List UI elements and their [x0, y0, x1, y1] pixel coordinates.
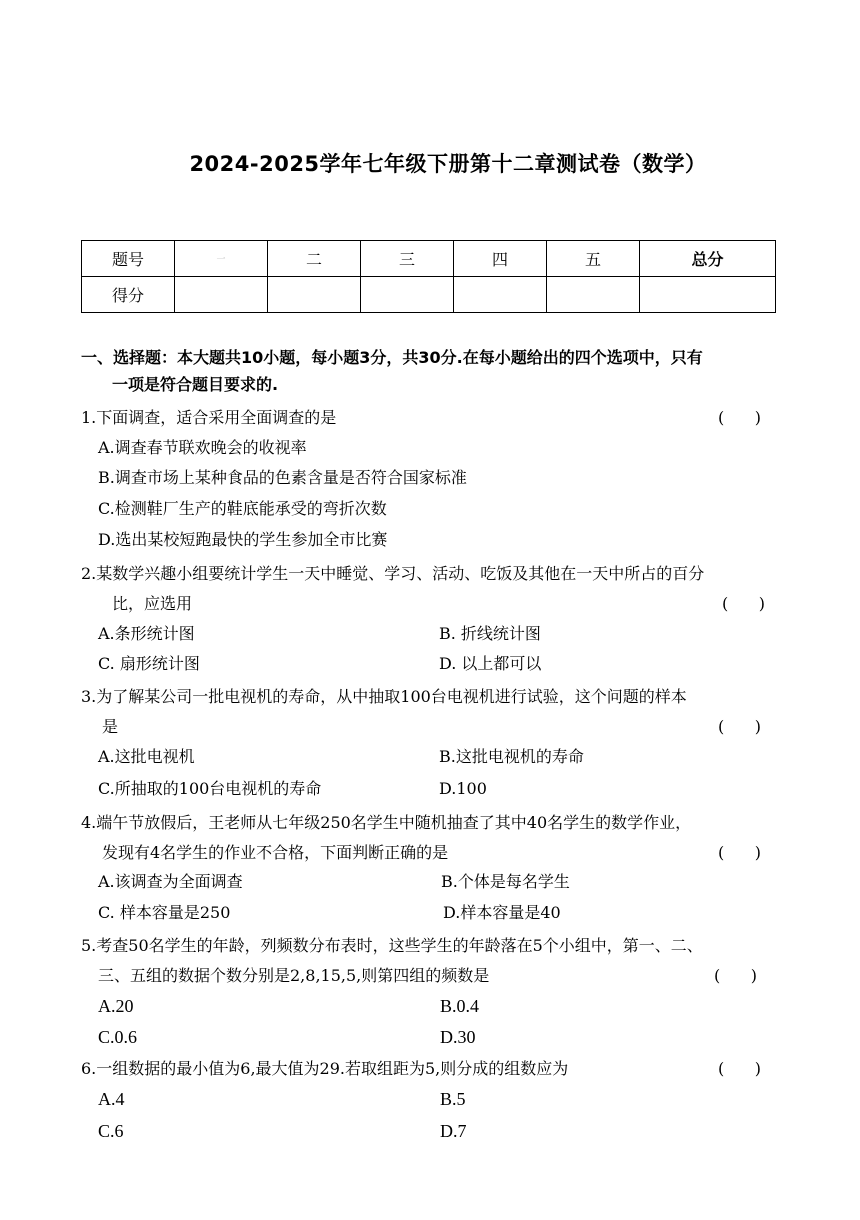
option: B.调查市场上某种食品的色素含量是否符合国家标准 — [98, 468, 467, 487]
answer-paren: ( ) — [718, 408, 761, 427]
score-table-cell: 总分 — [640, 241, 776, 277]
option: C.检测鞋厂生产的鞋底能承受的弯折次数 — [98, 499, 387, 518]
answer-paren: ( ) — [718, 1059, 761, 1078]
question-4-stem-cont: 发现有4名学生的作业不合格，下面判断正确的是 — [102, 843, 449, 862]
option: A.20 — [98, 996, 134, 1016]
score-table-cell: 四 — [454, 241, 547, 277]
option: A.4 — [98, 1089, 125, 1109]
option: B.个体是每名学生 — [441, 872, 570, 891]
score-table-cell: 五 — [547, 241, 640, 277]
option: B.这批电视机的寿命 — [439, 747, 584, 766]
option: C. 样本容量是250 — [98, 903, 231, 922]
score-input-cell[interactable] — [361, 277, 454, 313]
answer-paren: ( ) — [714, 966, 757, 985]
option: C.6 — [98, 1121, 124, 1141]
option: C. 扇形统计图 — [98, 654, 200, 673]
score-table-score-row — [82, 277, 776, 313]
score-input-cell[interactable] — [547, 277, 640, 313]
option: A.该调查为全面调查 — [98, 872, 243, 891]
score-table-cell: 题号 — [82, 241, 175, 277]
question-5-stem: 5.考查50名学生的年龄，列频数分布表时，这些学生的年龄落在5个小组中，第一、二、 — [81, 936, 703, 955]
score-table-cell: 三 — [361, 241, 454, 277]
question-1-stem: 1.下面调查，适合采用全面调查的是 — [81, 408, 337, 427]
score-table-cell: 一 — [175, 241, 268, 277]
question-5-stem-cont: 三、五组的数据个数分别是2,8,15,5,则第四组的频数是 — [98, 966, 490, 985]
option: D.30 — [440, 1027, 476, 1047]
page-title: 2024-2025学年七年级下册第十二章测试卷（数学） — [189, 152, 707, 176]
question-2-stem-cont: 比，应选用 — [112, 594, 193, 613]
option: C.0.6 — [98, 1027, 138, 1047]
question-3-stem: 3.为了解某公司一批电视机的寿命，从中抽取100台电视机进行试验，这个问题的样本 — [81, 687, 687, 706]
answer-paren: ( ) — [718, 717, 761, 736]
option: A.调查春节联欢晚会的收视率 — [98, 438, 307, 457]
option: A.条形统计图 — [98, 624, 195, 643]
score-table-cell: 得分 — [82, 277, 175, 313]
option: D. 以上都可以 — [439, 654, 542, 673]
question-4-stem: 4.端午节放假后，王老师从七年级250名学生中随机抽查了其中40名学生的数学作业， — [81, 813, 692, 832]
score-table — [81, 240, 776, 313]
section-heading-cont: 一项是符合题目要求的. — [112, 375, 279, 394]
score-input-cell[interactable] — [268, 277, 361, 313]
option: D.7 — [440, 1121, 467, 1141]
section-heading: 一、选择题：本大题共10小题，每小题3分，共30分.在每小题给出的四个选项中，只有 — [81, 348, 703, 367]
option: B.0.4 — [440, 996, 480, 1016]
score-table-cell: 二 — [268, 241, 361, 277]
score-input-cell[interactable] — [454, 277, 547, 313]
answer-paren: ( ) — [718, 843, 761, 862]
question-2-stem: 2.某数学兴趣小组要统计学生一天中睡觉、学习、活动、吃饭及其他在一天中所占的百分 — [81, 564, 705, 583]
score-table-header-row — [82, 241, 776, 277]
score-input-cell[interactable] — [175, 277, 268, 313]
option: B.5 — [440, 1089, 466, 1109]
question-6-stem: 6.一组数据的最小值为6,最大值为29.若取组距为5,则分成的组数应为 — [81, 1059, 569, 1078]
option: D.100 — [439, 779, 487, 798]
option: A.这批电视机 — [98, 747, 195, 766]
answer-paren: ( ) — [722, 594, 765, 613]
option: D.选出某校短跑最快的学生参加全市比赛 — [98, 530, 388, 549]
option: B. 折线统计图 — [439, 624, 541, 643]
question-3-stem-cont: 是 — [102, 717, 119, 736]
option: C.所抽取的100台电视机的寿命 — [98, 779, 322, 798]
score-input-cell[interactable] — [640, 277, 776, 313]
option: D.样本容量是40 — [443, 903, 561, 922]
